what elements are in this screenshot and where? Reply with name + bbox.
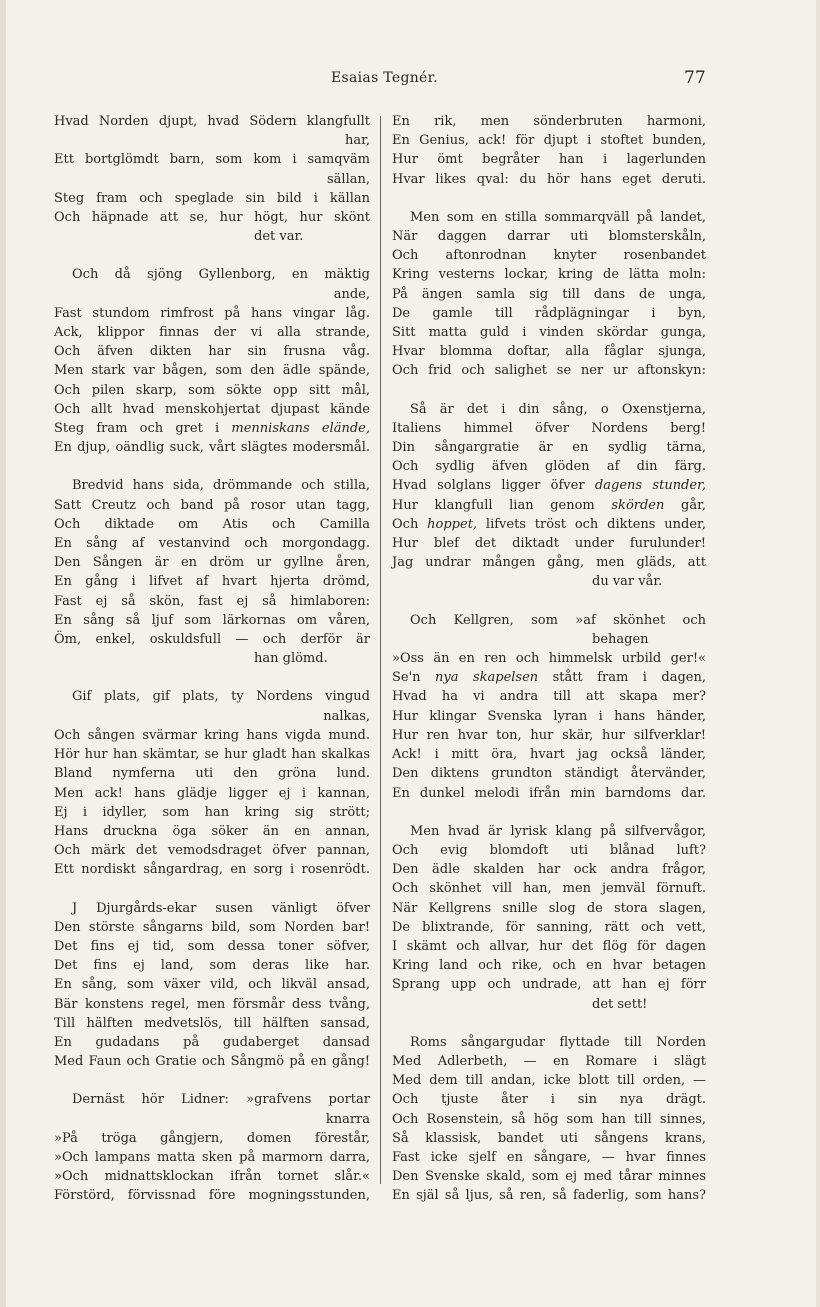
verse-line: Men som en stilla sommarqväll på landet, (410, 209, 706, 225)
verse-text: går, (681, 497, 706, 513)
verse-line: Och äfven dikten har sin frusna våg. (54, 344, 370, 360)
column-divider (380, 116, 381, 1184)
verse-line: Och aftonrodnan knyter rosenbandet (392, 248, 706, 264)
verse-line: Den störste sångarns bild, som Norden bar! (54, 919, 370, 935)
verse-line: Och Rosenstein, så hög som han till sinnes, (392, 1111, 706, 1127)
verse-line: »Och lampans matta sken på marmorn darra, (54, 1149, 370, 1165)
stanza (54, 687, 370, 879)
verse-line: Hans druckna öga söker än en annan, (54, 823, 370, 839)
verse-line (54, 419, 370, 438)
verse-line: Gif plats, gif plats, ty Nordens vingud (72, 689, 370, 705)
verse-line: Och allt hvad menskohjertat djupast kände (54, 401, 370, 417)
stanza (54, 265, 370, 457)
verse-line: Kring land och rike, och en hvar betagen (392, 958, 706, 974)
stanza (392, 208, 706, 381)
verse-line: »Och midnattsklockan ifrån tornet slår.« (54, 1169, 370, 1185)
stanza (392, 822, 706, 1014)
verse-line: Med dem till andan, icke blott till orden, — (392, 1073, 706, 1089)
verse-line: Och skönhet vill han, men jemväl förnuft. (392, 881, 706, 897)
verse-line: En Genius, ack! för djupt i stoftet bunden, (392, 133, 706, 149)
left-column (54, 112, 370, 1225)
verse-line: »Oss än en ren och himmelsk urbild ger!« (392, 651, 706, 667)
verse-line: Steg fram och speglade sin bild i källan (54, 190, 370, 206)
verse-line (392, 668, 706, 687)
page-number: 77 (684, 68, 706, 88)
verse-line: En gudadans på gudaberget dansad (54, 1034, 370, 1050)
verse-line: Och häpnade att se, hur högt, hur skönt (54, 210, 370, 226)
verse-line: Hvad Norden djupt, hvad Södern klangfullt (54, 114, 370, 129)
verse-line: Så klassisk, bandet uti sångens krans, (392, 1130, 706, 1146)
verse-line: En rik, men sönderbruten harmoni, (392, 114, 706, 129)
verse-line-continuation: det sett! (592, 996, 648, 1012)
verse-line: Till hälften medvetslös, till hälften sansad, (54, 1015, 370, 1031)
stanza (392, 400, 706, 592)
verse-line: Sitt matta guld i vinden skördar gunga, (392, 325, 706, 341)
verse-line-continuation: sällan, (327, 171, 370, 187)
verse-line: Med Adlerbeth, — en Romare i slägt (392, 1053, 706, 1069)
verse-line-continuation: du var vår. (592, 574, 663, 590)
italic-phrase: dagens stunder, (594, 478, 706, 494)
verse-line-continuation: har, (344, 133, 370, 149)
verse-line: Bär konstens regel, men försmår dess tvång, (54, 996, 370, 1012)
verse-line-continuation: han glömd. (254, 651, 328, 667)
verse-line: Ack! i mitt öra, hvart jag också länder, (392, 747, 706, 763)
verse-line: Ej i idyller, som han kring sig strött; (54, 804, 370, 820)
right-column (392, 112, 706, 1225)
verse-line: Den diktens grundton ständigt återvänder, (392, 766, 706, 782)
verse-line-continuation: ande, (333, 286, 370, 302)
verse-line: Fast stundom rimfrost på hans vingar låg. (54, 305, 370, 321)
verse-line: Men ack! hans glädje ligger ej i kannan, (54, 785, 370, 801)
verse-line: En gång i lifvet af hvart hjerta drömd, (54, 574, 370, 590)
verse-line-continuation: knarra (325, 1111, 370, 1127)
verse-line: Dernäst hör Lidner: »grafvens portar (72, 1092, 370, 1108)
verse-line: J Djurgårds-ekar susen vänligt öfver (72, 900, 370, 916)
verse-line: Kring vesterns lockar, kring de lätta moln: (392, 267, 706, 283)
verse-line: Hvar blomma doftar, alla fåglar sjunga, (392, 344, 706, 360)
verse-line: De blixtrande, för sanning, rätt och vett, (392, 919, 706, 935)
verse-line: Och sydlig äfven glöden af din färg. (392, 459, 706, 475)
verse-line: Den Sången är en dröm ur gyllne åren, (54, 555, 370, 571)
italic-phrase: nya skapelsen (435, 670, 539, 686)
verse-line (392, 476, 706, 495)
verse-line: Den ädle skalden har ock andra frågor, (392, 862, 706, 878)
verse-line: Sprang upp och undrade, att han ej förr (392, 977, 706, 993)
verse-line: En sång, som växer vild, och likväl ansad, (54, 977, 370, 993)
verse-line: Så är det i din sång, o Oxenstjerna, (410, 401, 706, 417)
verse-text: Och (392, 516, 419, 532)
verse-line: En sång af vestanvind och morgondagg. (54, 536, 370, 552)
verse-line: Men hvad är lyrisk klang på silfvervågor, (410, 823, 706, 839)
verse-line: Fast icke sjelf en sångare, — hvar finnes (392, 1149, 706, 1165)
verse-line-continuation: det var. (254, 229, 304, 245)
verse-line: Jag undrar mången gång, men gläds, att (392, 555, 706, 571)
stanza (54, 1090, 370, 1205)
stanza (54, 476, 370, 668)
verse-line: Hvad ha vi andra till att skapa mer? (392, 689, 706, 705)
verse-line: De gamle till rådplägningar i byn, (392, 305, 706, 321)
italic-phrase: menniskans elände, (231, 421, 370, 437)
verse-line: En sång så ljuf som lärkornas om våren, (54, 612, 370, 628)
verse-line: Bredvid hans sida, drömmande och stilla, (72, 478, 370, 494)
verse-line: Det fins ej tid, som dessa toner söfver, (54, 938, 370, 954)
verse-line: Ett bortglömdt barn, som kom i samqväm (54, 152, 370, 168)
verse-line: Och då sjöng Gyllenborg, en mäktig (72, 267, 370, 283)
verse-line: Och märk det vemodsdraget öfver pannan, (54, 843, 370, 859)
verse-line: Satt Creutz och band på rosor utan tagg, (54, 497, 370, 513)
verse-line: Den Svenske skald, som ej med tårar minnes (392, 1169, 706, 1185)
verse-line: Med Faun och Gratie och Sångmö på en gång! (54, 1054, 370, 1070)
verse-line: Ett nordiskt sångardrag, en sorg i rosenrödt. (54, 862, 370, 878)
verse-line: När Kellgrens snille slog de stora slagen, (392, 900, 706, 916)
verse-line: Hvar likes qval: du hör hans eget deruti. (392, 171, 706, 187)
verse-text: Hvad solglans ligger öfver (392, 478, 585, 494)
italic-phrase: skörden (611, 497, 665, 513)
verse-line: Öm, enkel, oskuldsfull — och derför är (54, 632, 370, 648)
verse-line-continuation: nalkas, (323, 708, 370, 724)
verse-line: Roms sångargudar flyttade till Norden (410, 1034, 706, 1050)
verse-line: Och frid och salighet se ner ur aftonskyn: (392, 363, 706, 379)
verse-line: Hur ren hvar ton, hur skär, hur silfverklar! (392, 727, 706, 743)
verse-line (392, 515, 706, 534)
verse-line: Hör hur han skämtar, se hur gladt han skalkas (54, 747, 370, 763)
verse-line: Och diktade om Atis och Camilla (54, 516, 370, 532)
verse-line: Fast ej så skön, fast ej så himlaboren: (54, 593, 370, 609)
verse-line: Hur ömt begråter han i lagerlunden (392, 152, 706, 168)
verse-line: Och Kellgren, som »af skönhet och (410, 612, 706, 628)
verse-text: lifvets tröst och diktens under, (485, 516, 706, 532)
verse-text: Hur klangfull lian genom (392, 497, 595, 513)
verse-line: I skämt och allvar, hur det flög för dagen (392, 938, 706, 954)
verse-line: När daggen darrar uti blomsterskåln, (392, 229, 706, 245)
verse-line: Och evig blomdoft uti blånad luft? (392, 842, 706, 858)
verse-line: Men stark var bågen, som den ädle spände, (54, 363, 370, 379)
verse-line: En djup, oändlig suck, vårt slägtes modersmål. (54, 440, 370, 456)
italic-phrase: hoppet, (427, 516, 478, 532)
verse-line: Det fins ej land, som deras like har. (54, 958, 370, 974)
stanza (54, 112, 370, 246)
verse-line: Bland nymferna uti den gröna lund. (54, 766, 370, 782)
verse-line: Din sångargratie är en sydlig tärna, (392, 440, 706, 456)
stanza (392, 611, 706, 803)
stanza (54, 899, 370, 1072)
verse-text: Se'n (392, 670, 421, 686)
verse-line: »På tröga gångjern, domen förestår, (54, 1130, 370, 1146)
verse-line-continuation: behagen (592, 631, 649, 647)
verse-line: En dunkel melodi ifrån min barndoms dar. (392, 785, 706, 801)
verse-text: stått fram i dagen, (552, 670, 706, 686)
verse-line: Och tjuste åter i sin nya drägt. (392, 1092, 706, 1108)
verse-line: Hur klingar Svenska lyran i hans händer, (392, 708, 706, 724)
verse-line: Och pilen skarp, som sökte opp sitt mål, (54, 382, 370, 398)
verse-line: Ack, klippor finnas der vi alla strande, (54, 325, 370, 341)
verse-line: Förstörd, förvissnad före mogningsstunden, (54, 1188, 370, 1204)
verse-line: En själ så ljus, så ren, så faderlig, som hans? (392, 1188, 706, 1204)
verse-line: Och sången svärmar kring hans vigda mund. (54, 727, 370, 743)
verse-line: Hur blef det diktadt under furulunder! (392, 536, 706, 552)
running-header-author: Esaias Tegnér. (331, 70, 438, 86)
verse-line (392, 496, 706, 515)
verse-line: Italiens himmel öfver Nordens berg! (392, 420, 706, 436)
stanza (392, 112, 706, 189)
stanza (392, 1033, 706, 1206)
verse-text: Steg fram och gret i (54, 421, 220, 437)
verse-line: På ängen samla sig till dans de unga, (392, 286, 706, 302)
